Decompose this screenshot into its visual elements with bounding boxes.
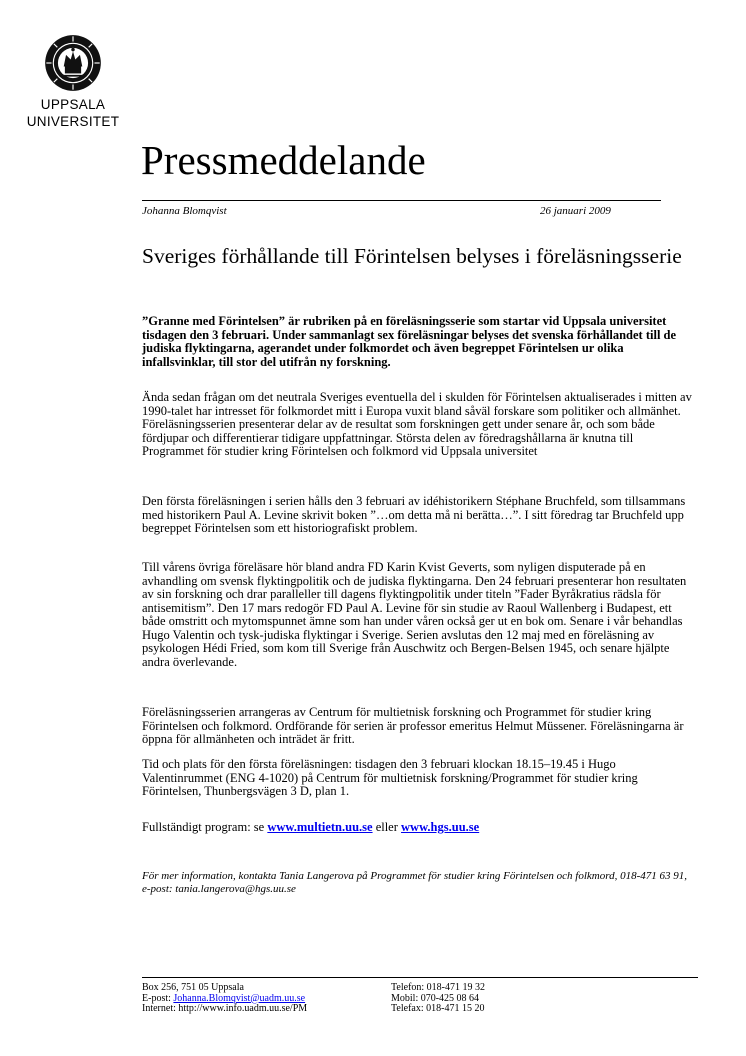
footer-mobile: Mobil: 070-425 08 64 xyxy=(391,992,480,1004)
press-headline: Sveriges förhållande till Förintelsen belyses i föreläsningsserie xyxy=(142,244,682,268)
body-paragraph-4: Föreläsningsserien arrangeras av Centrum för multietnisk forskning och Programmet för studier kring Förintelsen och folkmord. Ordförande för serien är professor emeritus Helmut Müssener. Föreläsningarna är öppna för allmänheten och inträdet är fritt. xyxy=(142,705,684,746)
footer-fax: Telefax: 018-471 15 20 xyxy=(391,1003,485,1014)
footer-address: Box 256, 751 05 Uppsala xyxy=(142,982,244,993)
multietn-link[interactable]: www.multietn.uu.se xyxy=(267,820,373,834)
hgs-link[interactable]: www.hgs.uu.se xyxy=(401,820,480,834)
footer-contact-right xyxy=(391,983,591,1015)
footer-email-link[interactable]: Johanna.Blomqvist@uadm.uu.se xyxy=(173,992,306,1004)
program-prefix: Fullständigt program: se xyxy=(142,820,265,834)
program-or: eller xyxy=(375,820,398,834)
author-name: Johanna Blomqvist xyxy=(142,205,227,217)
university-name-line2: UNIVERSITET xyxy=(26,114,120,129)
footer-phone: Telefon: 018-471 19 32 xyxy=(391,982,486,993)
footer-internet: Internet: http://www.info.uadm.uu.se/PM xyxy=(142,1003,308,1014)
document-type-title: Pressmeddelande xyxy=(141,137,426,183)
body-paragraph-1: Ända sedan frågan om det neutrala Sveriges eventuella del i skulden för Förintelsen aktualiserades i mitten av 1990-talet har intresset för folkmordet mitt i Europa vuxit bland såväl forskare som politiker och allmänhet. Föreläsningsserien presenterar delar av de resultat som forskningen gett under senare år, och som både fördjupar och differentierar tidigare uppfattningar. Största delen av föredragshållarna är knutna till Programmet för studier kring Förintelsen och folkmord vid Uppsala universitet xyxy=(142,390,692,458)
footer-email-label: E-post: xyxy=(142,992,171,1004)
program-paragraph xyxy=(142,821,698,835)
university-name-line1: UPPSALA xyxy=(40,97,106,112)
footer-divider xyxy=(142,977,698,978)
body-paragraph-2: Den första föreläsningen i serien hålls den 3 februari av idéhistorikern Stéphane Bruchfeld, som tillsammans med historikern Paul A. Levine skrivit boken ”…om detta må ni berätta…”. I sitt föredrag tar Bruchfeld upp begreppet Förintelsen som ett historiografiskt problem. xyxy=(142,494,686,535)
footer-contact-left xyxy=(142,983,392,1015)
header-divider xyxy=(142,200,661,201)
body-paragraph-5: Tid och plats för den första föreläsningen: tisdagen den 3 februari klockan 18.15–19.45 i Hugo Valentinrummet (ENG 4-1020) på Centrum för multietnisk forskning/Programmet för studier kring Förintelsen, Thunbergsvägen 3 D, plan 1. xyxy=(142,757,638,798)
lead-paragraph: ”Granne med Förintelsen” är rubriken på en föreläsningsserie som startar vid Uppsala universitet tisdagen den 3 februari. Under sammanlagt sex föreläsningar belyses det svenska förhållandet till de judiska flyktingarna, agerandet under folkmordet och även begreppet Förintelsen ur olika infallsvinklar, till stor del utifrån ny forskning. xyxy=(142,314,677,369)
publish-date: 26 januari 2009 xyxy=(540,205,611,217)
university-seal-logo xyxy=(44,34,102,92)
body-paragraph-3: Till vårens övriga föreläsare hör bland andra FD Karin Kvist Geverts, som nyligen disputerade på en avhandling om svensk flyktingpolitik och de judiska flyktingarna. Den 24 februari presenterar hon resultaten av sin forskning och drar paralleller till dagens flyktingpolitik under titeln ”Fader Byråkratius rädsla för antisemitism”. Den 17 mars redogör FD Paul A. Levine för sin studie av Raoul Wallenberg i Budapest, ett både omstritt och mytomspunnet ämne som han under våren också ger ut en bok om. Senare i vår behandlas Hugo Valentin och tysk-judiska flyktingar i Sverige. Serien avslutas den 12 maj med en föreläsning av psykologen Hédi Fried, som kom till Sverige från Auschwitz och Bergen-Belsen 1945, och senare hjälpte andra överlevande. xyxy=(142,560,687,669)
contact-info: För mer information, kontakta Tania Langerova på Programmet för studier kring Förintelsen och folkmord, 018-471 63 91, e-post: tania.langerova@hgs.uu.se xyxy=(142,870,687,895)
